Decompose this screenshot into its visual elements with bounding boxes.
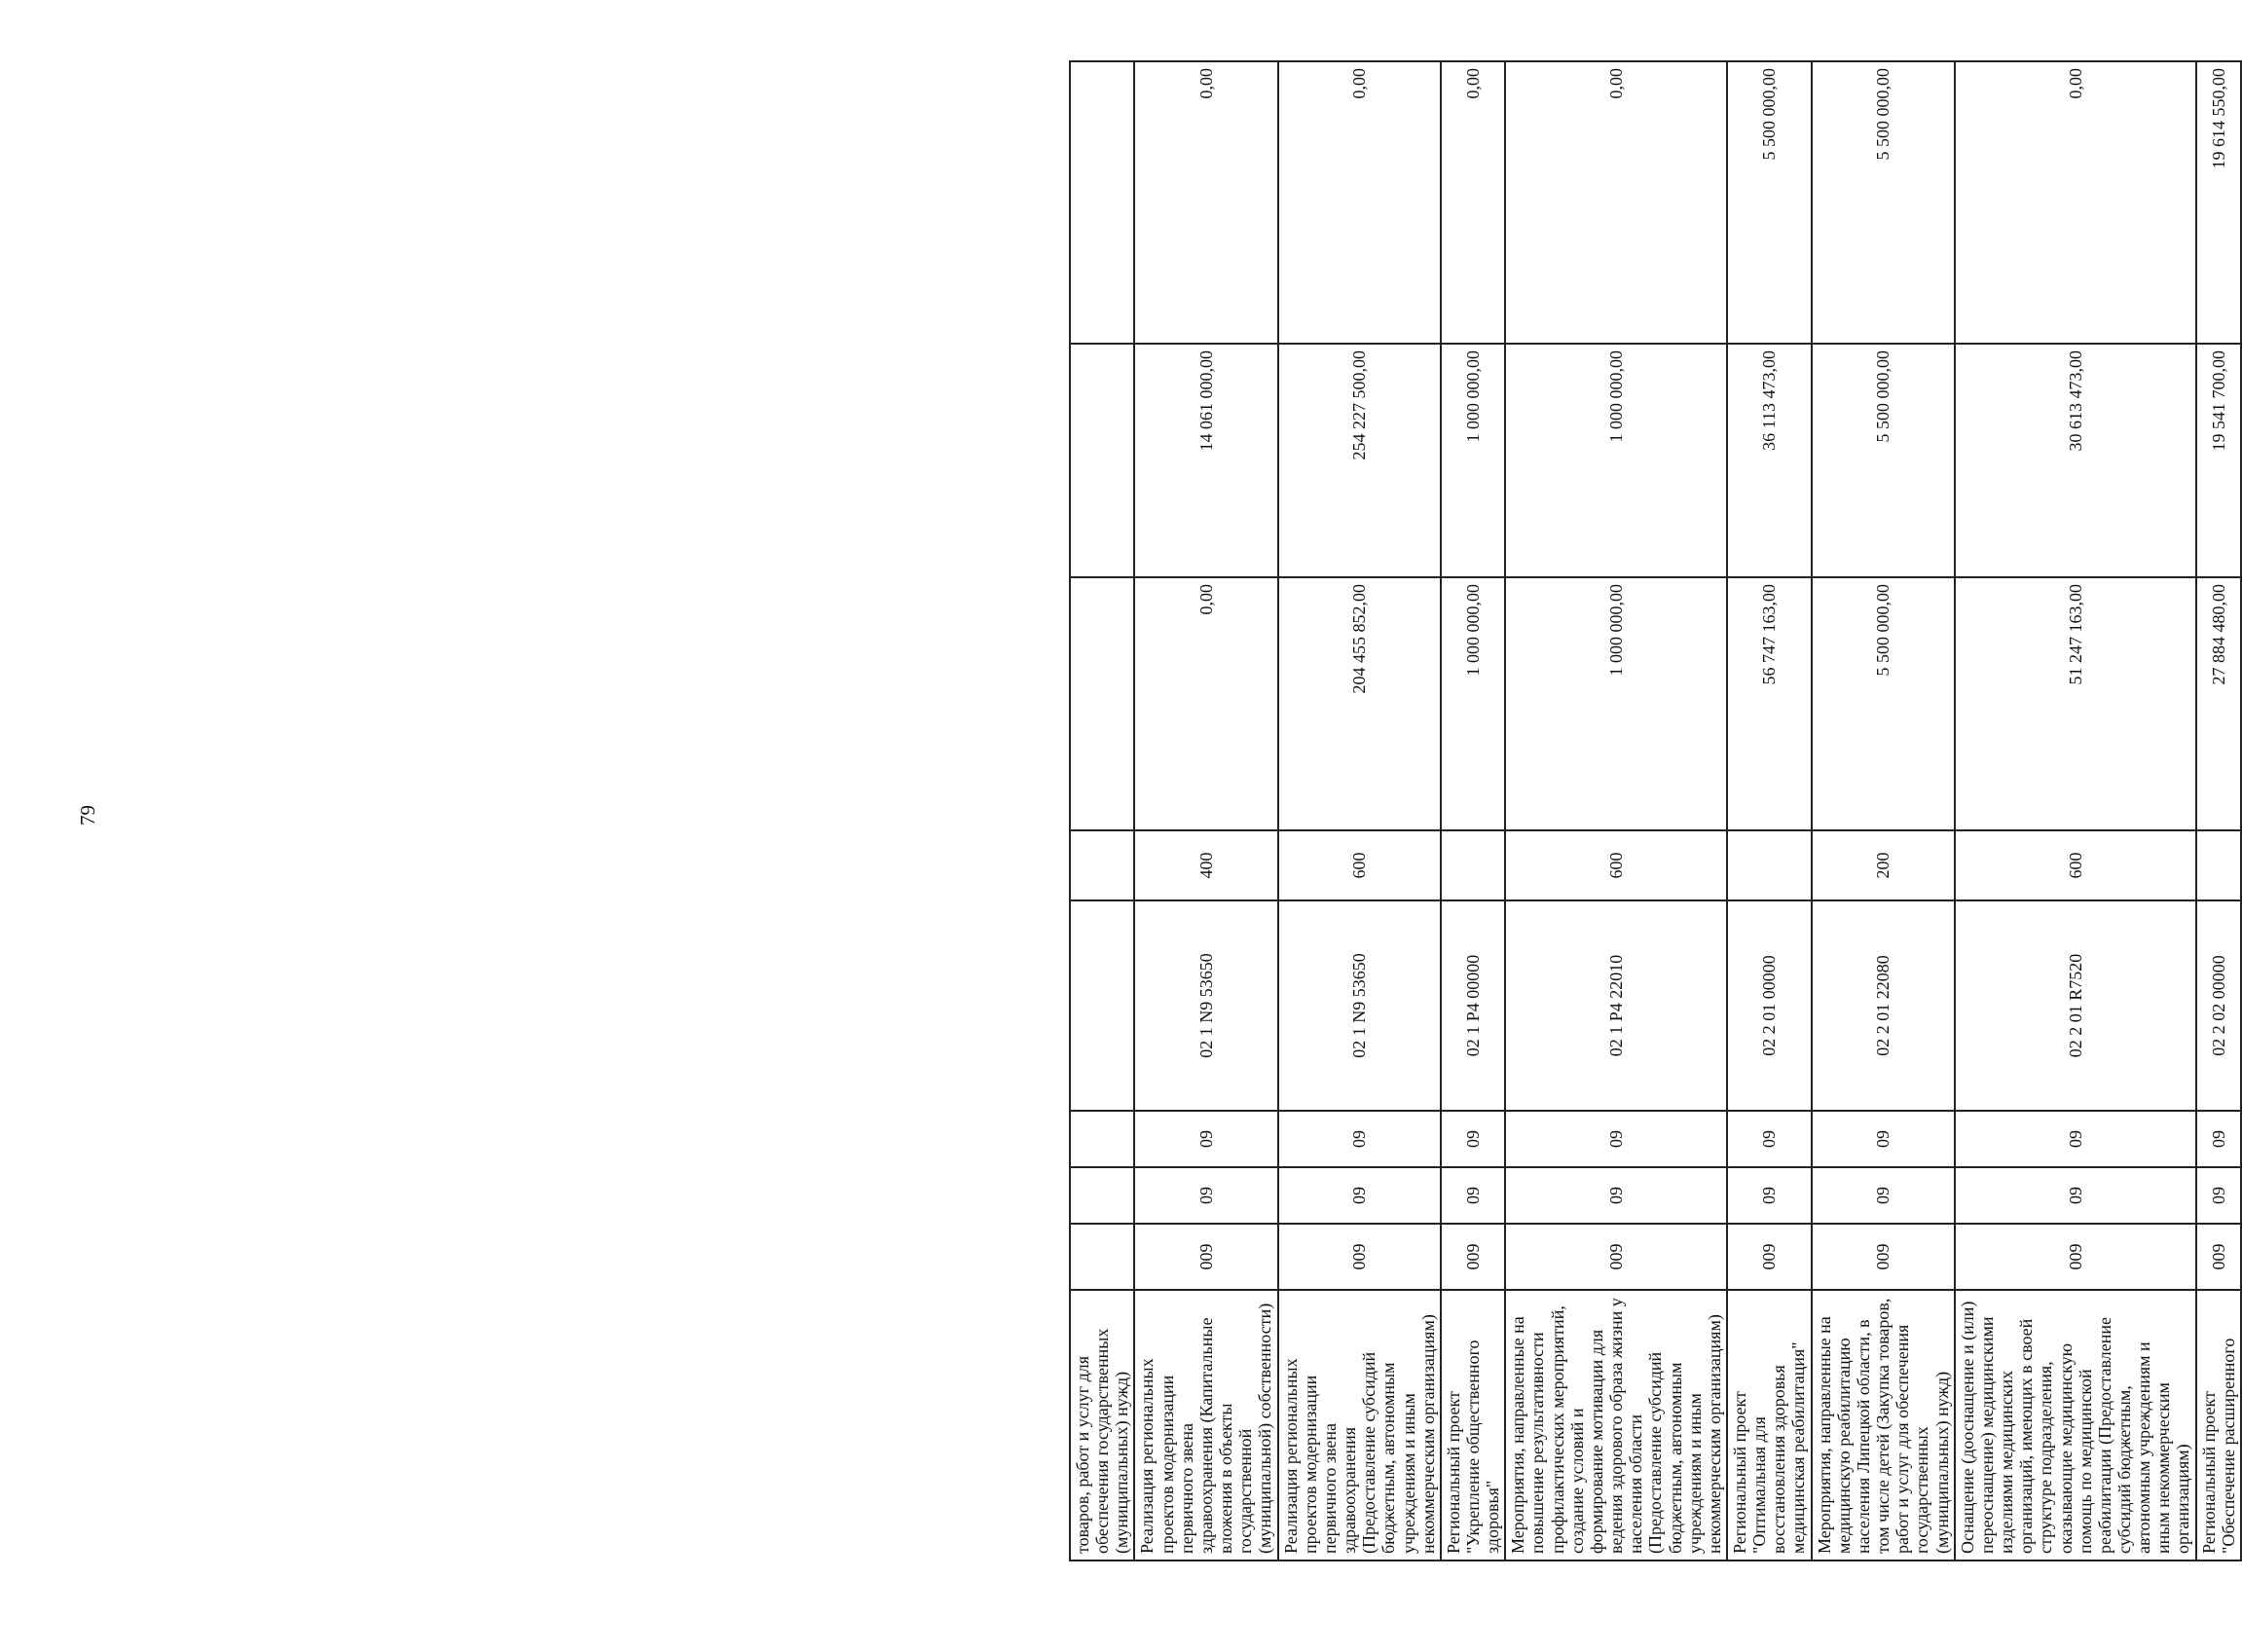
section-code: 09 [1134, 1167, 1277, 1224]
target-code: 02 1 N9 53650 [1278, 900, 1441, 1111]
expense-type-code: 400 [1134, 830, 1277, 900]
row-name: Региональный проект "Укрепление общественного здоровья" [1441, 1290, 1505, 1560]
table-row [1955, 61, 2196, 1560]
row-name: Региональный проект "Оптимальная для восстановления здоровья медицинская реабилитация" [1727, 1290, 1812, 1560]
amount-1: 56 747 163,00 [1727, 577, 1812, 830]
amount-3: 0,00 [1505, 61, 1727, 344]
subsection-code: 09 [2196, 1111, 2241, 1167]
amount-1 [1070, 577, 1134, 830]
amount-2: 1 000 000,00 [1441, 344, 1505, 577]
table-row [1727, 61, 1812, 1560]
admin-code: 009 [1727, 1224, 1812, 1290]
budget-table [1069, 60, 2242, 1561]
amount-1: 1 000 000,00 [1505, 577, 1727, 830]
row-name: Мероприятия, направленные на медицинскую реабилитацию населения Липецкой области, в том числе детей (Закупка товаров, работ и услуг для обеспечения государственных (муниципальных) нужд) [1812, 1290, 1955, 1560]
subsection-code [1070, 1111, 1134, 1167]
admin-code: 009 [1278, 1224, 1441, 1290]
section-code: 09 [1505, 1167, 1727, 1224]
amount-1: 27 884 480,00 [2196, 577, 2241, 830]
expense-type-code [2196, 830, 2241, 900]
subsection-code: 09 [1134, 1111, 1277, 1167]
target-code: 02 2 01 22080 [1812, 900, 1955, 1111]
amount-1: 204 455 852,00 [1278, 577, 1441, 830]
target-code: 02 2 01 R7520 [1955, 900, 2196, 1111]
table-row [1070, 61, 1134, 1560]
table-row [1505, 61, 1727, 1560]
amount-2: 5 500 000,00 [1812, 344, 1955, 577]
section-code: 09 [1727, 1167, 1812, 1224]
page-number: 79 [76, 805, 99, 826]
amount-3: 19 614 550,00 [2196, 61, 2241, 344]
amount-2: 14 061 000,00 [1134, 344, 1277, 577]
amount-3: 0,00 [1441, 61, 1505, 344]
amount-1: 0,00 [1134, 577, 1277, 830]
admin-code: 009 [2196, 1224, 2241, 1290]
target-code: 02 1 P4 00000 [1441, 900, 1505, 1111]
amount-3 [1070, 61, 1134, 344]
admin-code: 009 [1134, 1224, 1277, 1290]
amount-3: 5 500 000,00 [1727, 61, 1812, 344]
row-name: Региональный проект "Обеспечение расширенного [2196, 1290, 2241, 1560]
amount-2: 1 000 000,00 [1505, 344, 1727, 577]
target-code: 02 2 01 00000 [1727, 900, 1812, 1111]
subsection-code: 09 [1278, 1111, 1441, 1167]
target-code: 02 1 N9 53650 [1134, 900, 1277, 1111]
admin-code: 009 [1955, 1224, 2196, 1290]
expense-type-code [1441, 830, 1505, 900]
section-code: 09 [1278, 1167, 1441, 1224]
section-code [1070, 1167, 1134, 1224]
target-code: 02 2 02 00000 [2196, 900, 2241, 1111]
target-code [1070, 900, 1134, 1111]
amount-1: 1 000 000,00 [1441, 577, 1505, 830]
amount-2: 19 541 700,00 [2196, 344, 2241, 577]
amount-3: 0,00 [1134, 61, 1277, 344]
row-name: Оснащение (дооснащение и (или) переоснащение) медицинскими изделиями медицинских организаций, имеющих в своей структуре подразделения, оказывающие медицинскую помощь по медицинской реабилитации (Предоставление субсидий бюджетным, автономным учреждениям и иным некоммерческим организациям) [1955, 1290, 2196, 1560]
amount-2 [1070, 344, 1134, 577]
expense-type-code: 600 [1278, 830, 1441, 900]
amount-3: 0,00 [1955, 61, 2196, 344]
expense-type-code [1070, 830, 1134, 900]
section-code: 09 [2196, 1167, 2241, 1224]
table-row [1441, 61, 1505, 1560]
table-row [1812, 61, 1955, 1560]
row-name: Реализация региональных проектов модернизации первичного звена здравоохранения (Капитальные вложения в объекты государственной (муниципальной) собственности) [1134, 1290, 1277, 1560]
amount-2: 254 227 500,00 [1278, 344, 1441, 577]
expense-type-code: 200 [1812, 830, 1955, 900]
admin-code: 009 [1812, 1224, 1955, 1290]
admin-code [1070, 1224, 1134, 1290]
admin-code: 009 [1505, 1224, 1727, 1290]
amount-3: 5 500 000,00 [1812, 61, 1955, 344]
section-code: 09 [1955, 1167, 2196, 1224]
admin-code: 009 [1441, 1224, 1505, 1290]
table-row [1278, 61, 1441, 1560]
expense-type-code: 600 [1505, 830, 1727, 900]
budget-sheet [1069, 62, 2238, 1561]
subsection-code: 09 [1441, 1111, 1505, 1167]
amount-1: 5 500 000,00 [1812, 577, 1955, 830]
expense-type-code: 600 [1955, 830, 2196, 900]
table-row [1134, 61, 1277, 1560]
row-name: товаров, работ и услуг для обеспечения государственных (муниципальных) нужд) [1070, 1290, 1134, 1560]
row-name: Реализация региональных проектов модернизации первичного звена здравоохранения (Предоставление субсидий бюджетным, автономным учреждениям и иным некоммерческим организациям) [1278, 1290, 1441, 1560]
subsection-code: 09 [1505, 1111, 1727, 1167]
amount-2: 36 113 473,00 [1727, 344, 1812, 577]
subsection-code: 09 [1955, 1111, 2196, 1167]
subsection-code: 09 [1727, 1111, 1812, 1167]
row-name: Мероприятия, направленные на повышение результативности профилактических мероприятий, создание условий и формирование мотивации для ведения здорового образа жизни у населения области (Предоставление субсидий бюджетным, автономным учреждениям и иным некоммерческим организациям) [1505, 1290, 1727, 1560]
amount-3: 0,00 [1278, 61, 1441, 344]
target-code: 02 1 P4 22010 [1505, 900, 1727, 1111]
table-row [2196, 61, 2241, 1560]
expense-type-code [1727, 830, 1812, 900]
section-code: 09 [1441, 1167, 1505, 1224]
section-code: 09 [1812, 1167, 1955, 1224]
amount-1: 51 247 163,00 [1955, 577, 2196, 830]
subsection-code: 09 [1812, 1111, 1955, 1167]
amount-2: 30 613 473,00 [1955, 344, 2196, 577]
